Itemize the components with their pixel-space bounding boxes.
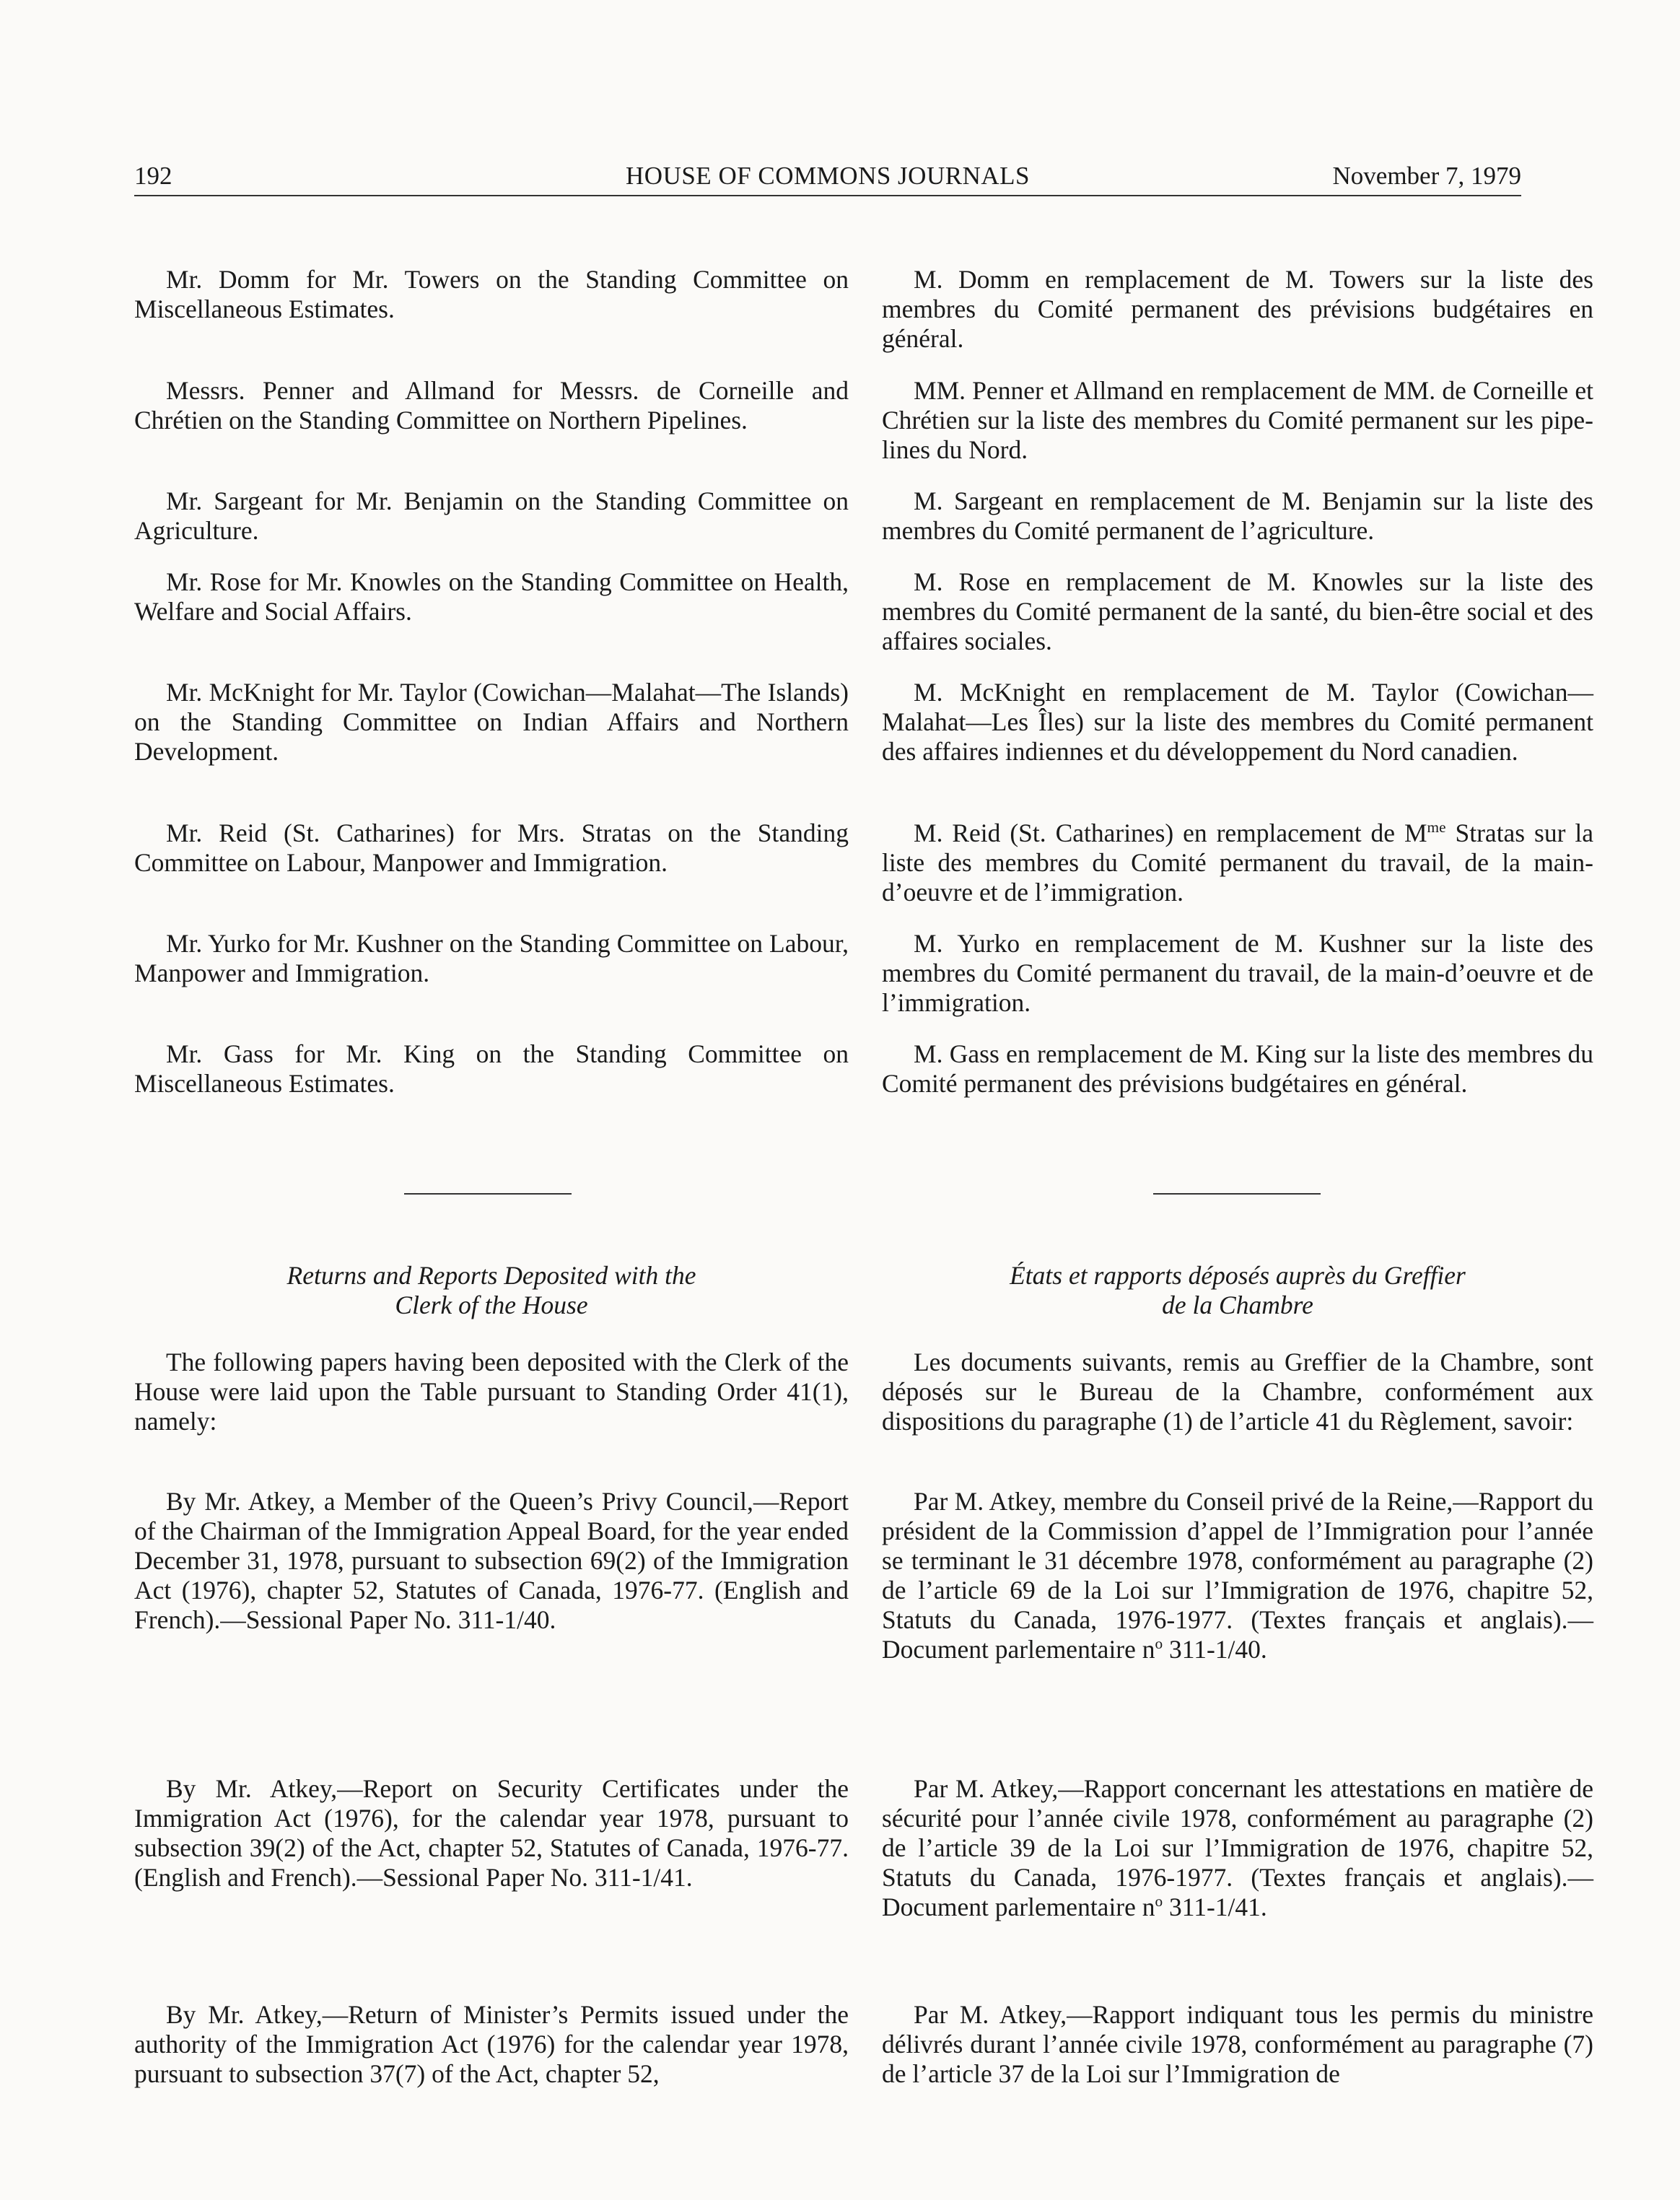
en-separator	[404, 1193, 572, 1195]
fr-change-6-rest: Stratas sur la liste des membres du Comité permanent du travail, de la main-d’oeuvre et de l’immigration.	[882, 819, 1593, 907]
en-section-heading-2: Clerk of the House	[395, 1291, 588, 1319]
fr-change-8: M. Gass en remplacement de M. King sur la liste des membres du Comité permanent des prévisions budgétaires en général.	[882, 1039, 1593, 1098]
fr-return-2-sup: o	[1155, 1893, 1163, 1911]
fr-return-2-tail: 311-1/41.	[1163, 1893, 1267, 1921]
header-rule	[134, 195, 1521, 196]
fr-change-6-start: M. Reid (St. Catharines) en remplacement de M	[914, 819, 1427, 847]
fr-return-1	[882, 1487, 1593, 1664]
fr-return-2-text: Par M. Atkey,—Rapport concernant les attestations en matière de sécurité pour l’année civile 1978, conformément au paragraphe (2) de l’article 39 de la Loi sur l’Immigration de 1976, chapitre 52, Statuts du Canada, 1976-1977. (Textes français et anglais).—Document parlementaire n	[882, 1774, 1593, 1921]
fr-change-7: M. Yurko en remplacement de M. Kushner sur la liste des membres du Comité permanent du travail, de la main-d’oeuvre et de l’immigration.	[882, 929, 1593, 1017]
page-number: 192	[134, 162, 172, 190]
fr-change-5: M. McKnight en remplacement de M. Taylor (Cowichan—Malahat—Les Îles) sur la liste des membres du Comité permanent des affaires indiennes et du développement du Nord canadien.	[882, 678, 1593, 766]
en-change-1: Mr. Domm for Mr. Towers on the Standing Committee on Miscellaneous Estimates.	[134, 265, 849, 323]
fr-section-heading-1: États et rapports déposés auprès du Greffier	[1010, 1261, 1466, 1290]
fr-return-1-text: Par M. Atkey, membre du Conseil privé de la Reine,—Rapport du président de la Commission d’appel de l’Immigration pour l’année se terminant le 31 décembre 1978, conformément au paragraphe (2) de l’article 69 de la Loi sur l’Immigration de 1976, chapitre 52, Statuts du Canada, 1976-1977. (Textes français et anglais).—Document parlementaire n	[882, 1487, 1593, 1664]
en-change-4: Mr. Rose for Mr. Knowles on the Standing Committee on Health, Welfare and Social Affairs.	[134, 567, 849, 626]
en-change-2: Messrs. Penner and Allmand for Messrs. de Corneille and Chrétien on the Standing Committee on Northern Pipelines.	[134, 376, 849, 435]
en-change-6: Mr. Reid (St. Catharines) for Mrs. Stratas on the Standing Committee on Labour, Manpower and Immigration.	[134, 819, 849, 877]
en-change-3: Mr. Sargeant for Mr. Benjamin on the Standing Committee on Agriculture.	[134, 486, 849, 545]
fr-return-2	[882, 1774, 1593, 1922]
fr-return-1-sup: o	[1155, 1635, 1163, 1653]
fr-separator	[1153, 1193, 1321, 1195]
en-return-1: By Mr. Atkey, a Member of the Queen’s Privy Council,—Report of the Chairman of the Immigration Appeal Board, for the year ended December 31, 1978, pursuant to subsection 69(2) of the Immigration Act (1976), chapter 52, Statutes of Canada, 1976-77. (English and French).—Sessional Paper No. 311-1/40.	[134, 1487, 849, 1634]
en-change-8: Mr. Gass for Mr. King on the Standing Committee on Miscellaneous Estimates.	[134, 1039, 849, 1098]
en-return-2: By Mr. Atkey,—Report on Security Certificates under the Immigration Act (1976), for the calendar year 1978, pursuant to subsection 39(2) of the Act, chapter 52, Statutes of Canada, 1976-77. (English and French).—Sessional Paper No. 311-1/41.	[134, 1774, 849, 1892]
fr-change-6	[882, 819, 1593, 907]
journal-title: HOUSE OF COMMONS JOURNALS	[626, 162, 1030, 190]
fr-return-3: Par M. Atkey,—Rapport indiquant tous les permis du ministre délivrés durant l’année civile 1978, conformément au paragraphe (7) de l’article 37 de la Loi sur l’Immigration de	[882, 2000, 1593, 2088]
fr-change-1: M. Domm en remplacement de M. Towers sur la liste des membres du Comité permanent des prévisions budgétaires en général.	[882, 265, 1593, 353]
fr-change-2: MM. Penner et Allmand en remplacement de MM. de Corneille et Chrétien sur la liste des membres du Comité permanent sur les pipe-lines du Nord.	[882, 376, 1593, 464]
fr-change-3: M. Sargeant en remplacement de M. Benjamin sur la liste des membres du Comité permanent de l’agriculture.	[882, 486, 1593, 545]
fr-change-4: M. Rose en remplacement de M. Knowles sur la liste des membres du Comité permanent de la santé, du bien-être social et des affaires sociales.	[882, 567, 1593, 655]
journal-date: November 7, 1979	[1332, 162, 1521, 190]
en-change-7: Mr. Yurko for Mr. Kushner on the Standing Committee on Labour, Manpower and Immigration.	[134, 929, 849, 987]
fr-section-heading-2: de la Chambre	[1162, 1291, 1313, 1319]
en-change-5: Mr. McKnight for Mr. Taylor (Cowichan—Malahat—The Islands) on the Standing Committee on Indian Affairs and Northern Development.	[134, 678, 849, 766]
en-return-3: By Mr. Atkey,—Return of Minister’s Permits issued under the authority of the Immigration Act (1976) for the calendar year 1978, pursuant to subsection 37(7) of the Act, chapter 52,	[134, 2000, 849, 2088]
fr-return-1-tail: 311-1/40.	[1163, 1635, 1267, 1664]
fr-intro: Les documents suivants, remis au Greffier de la Chambre, sont déposés sur le Bureau de la Chambre, conformément aux dispositions du paragraphe (1) de l’article 41 du Règlement, savoir:	[882, 1348, 1593, 1436]
fr-change-6-sup: me	[1427, 819, 1446, 837]
en-section-heading-1: Returns and Reports Deposited with the	[286, 1261, 696, 1290]
en-intro: The following papers having been deposited with the Clerk of the House were laid upon the Table pursuant to Standing Order 41(1), namely:	[134, 1348, 849, 1436]
